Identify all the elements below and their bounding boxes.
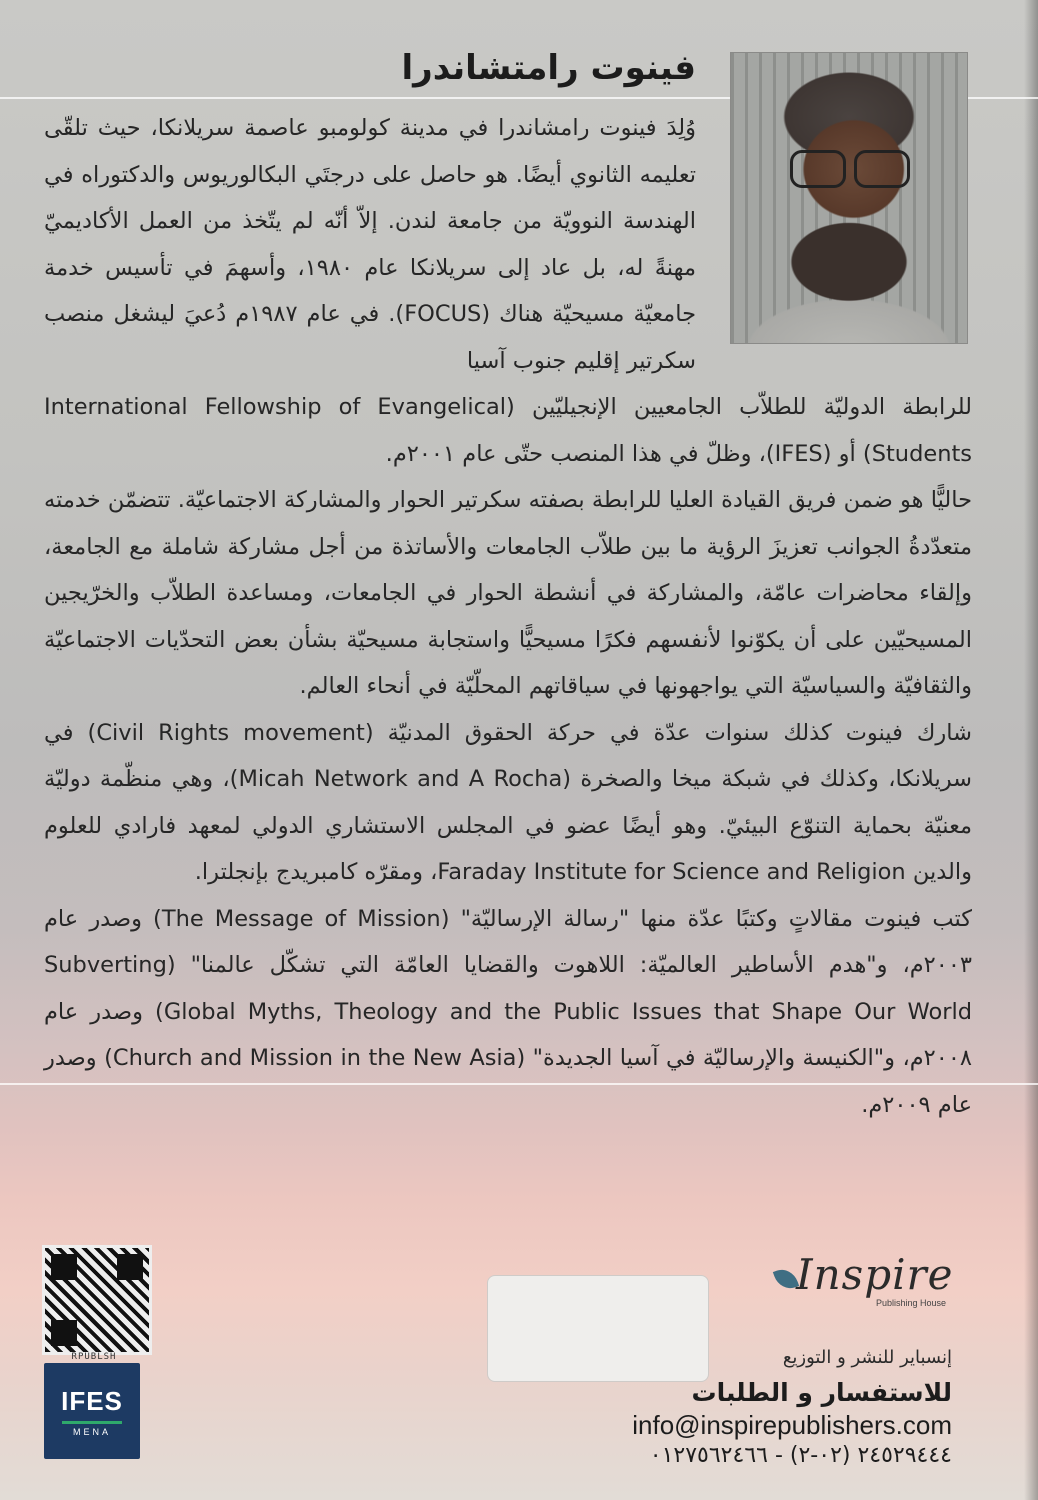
bio-p4-c: ) وصدر عام ٢٠٠٨م، و"الكنيسة والإرساليّة في آسيا الجديدة" ( <box>44 998 972 1071</box>
bio-p3-en1: Civil Rights movement <box>96 719 365 746</box>
bio-p3-d: ، ومقرّه كامبريدج بإنجلترا. <box>194 859 438 885</box>
publisher-name: إنسباير للنشر و التوزيع <box>782 1347 952 1368</box>
contact-phones[interactable]: ٢٤٥٢٩٤٤٤ (٠٢-٢) - ٠١٢٧٥٦٢٤٦٦ <box>649 1443 952 1468</box>
bio-p4-en1: The Message of Mission <box>161 905 441 932</box>
bio-p4-d: ) وصدر عام ٢٠٠٩م. <box>44 1045 972 1118</box>
book-spine-edge <box>1024 0 1038 1500</box>
bio-p4-en2: Subverting Global Myths, Theology and the Public Issues that Shape Our World <box>44 952 972 1025</box>
bio-p1-end: ) أو (IFES)، وظلّ في هذا المنصب حتّى عام ٢٠٠١م. <box>385 440 872 467</box>
bio-intro-text: وُلِدَ فينوت رامشاندرا في مدينة كولومبو عاصمة سريلانكا، حيث تلقّى تعليمه الثانوي أيضًا. هو حاصل على درجتَي البكالوريوس والدكتوراه في الهندسة النوويّة من جامعة لندن. إلاّ أنّه لم يتّخذ من العمل الأكاديميّ مهنةً له، بل عاد إلى سريلانكا عام ١٩٨٠، وأسهمَ في تأسيس خدمة جامعيّة مسيحيّة هناك (FOCUS). في عام ١٩٨٧م دُعيَ ليشغل منصب سكرتير إقليم جنوب آسيا <box>44 115 696 374</box>
bio-p3-c: )، وهي منظّمة دوليّة معنيّة بحماية التنوّع البيئيّ. وهو أيضًا عضو في المجلس الاستشاري الدولي لمعهد فارادي للعلوم والدين <box>44 766 972 885</box>
bio-p4-a: كتب فينوت مقالاتٍ وكتبًا عدّة منها "رسالة الإرساليّة" ( <box>440 905 972 932</box>
bio-p3-en3: Faraday Institute for Science and Religion <box>437 859 906 885</box>
bio-paragraph-3 <box>44 710 972 896</box>
inspire-logo-tagline: Publishing House <box>875 1298 946 1308</box>
bio-p1-ar: للرابطة الدوليّة للطلاّب الجامعيين الإنجيليّين ( <box>506 394 972 420</box>
bio-p4-en3: Church and Mission in the New Asia <box>112 1045 517 1071</box>
qr-caption: RPUBLSH <box>71 1352 117 1362</box>
bio-p1-en: International Fellowship of Evangelical Students <box>44 394 972 467</box>
bio-p4-b: ) وصدر عام ٢٠٠٣م، و"هدم الأساطير العالميّة: اللاهوت والقضايا العامّة التي تشكّل عالمنا" ( <box>44 905 972 978</box>
bio-body <box>44 384 972 1128</box>
inspire-logo <box>776 1248 960 1318</box>
bio-paragraph-1 <box>44 384 972 477</box>
contact-email[interactable]: info@inspirepublishers.com <box>632 1410 952 1440</box>
bio-p3-en2: Micah Network and A Rocha <box>238 766 563 792</box>
inspire-logo-word: Inspire <box>796 1250 954 1299</box>
ifes-logo <box>44 1363 140 1459</box>
author-glasses <box>790 150 910 184</box>
ifes-logo-bar <box>62 1421 122 1424</box>
contact-heading: للاستفسار و الطلبات <box>691 1378 952 1407</box>
price-sticker-placeholder <box>487 1275 709 1382</box>
bio-p3-a: شارك فينوت كذلك سنوات عدّة في حركة الحقوق المدنيّة ( <box>364 719 972 746</box>
bio-paragraph-2: حاليًّا هو ضمن فريق القيادة العليا للرابطة بصفته سكرتير الحوار والمشاركة الاجتماعيّة. تتضمّن خدمته متعدّدةُ الجوانب تعزيزَ الرؤية ما بين طلاّب الجامعات والأساتذة من أجل مشاركة شاملة مع الجامعة، وإلقاء محاضرات عامّة، والمشاركة في أنشطة الحوار في الجامعات، ومساعدة الطلاّب والخرّيجين المسيحيّين على أن يكوّنوا لأنفسهم فكرًا مسيحيًّا واستجابة مسيحيّة بشأن بعض التحدّيات الاجتماعيّة والثقافيّة والسياسيّة التي يواجهونها في سياقاتهم المحلّيّة في أنحاء العالم. <box>44 487 972 699</box>
qr-code[interactable] <box>42 1245 152 1355</box>
ifes-logo-region: MENA <box>72 1426 111 1437</box>
bio-intro <box>44 105 696 384</box>
ifes-logo-name: IFES <box>61 1385 123 1416</box>
bio-paragraph-4 <box>44 896 972 1129</box>
author-name-heading: فينوت رامتشاندرا <box>401 48 696 88</box>
author-photo <box>730 52 968 344</box>
bio-p3-b: ) في سريلانكا، وكذلك في شبكة ميخا والصخرة ( <box>44 719 972 792</box>
